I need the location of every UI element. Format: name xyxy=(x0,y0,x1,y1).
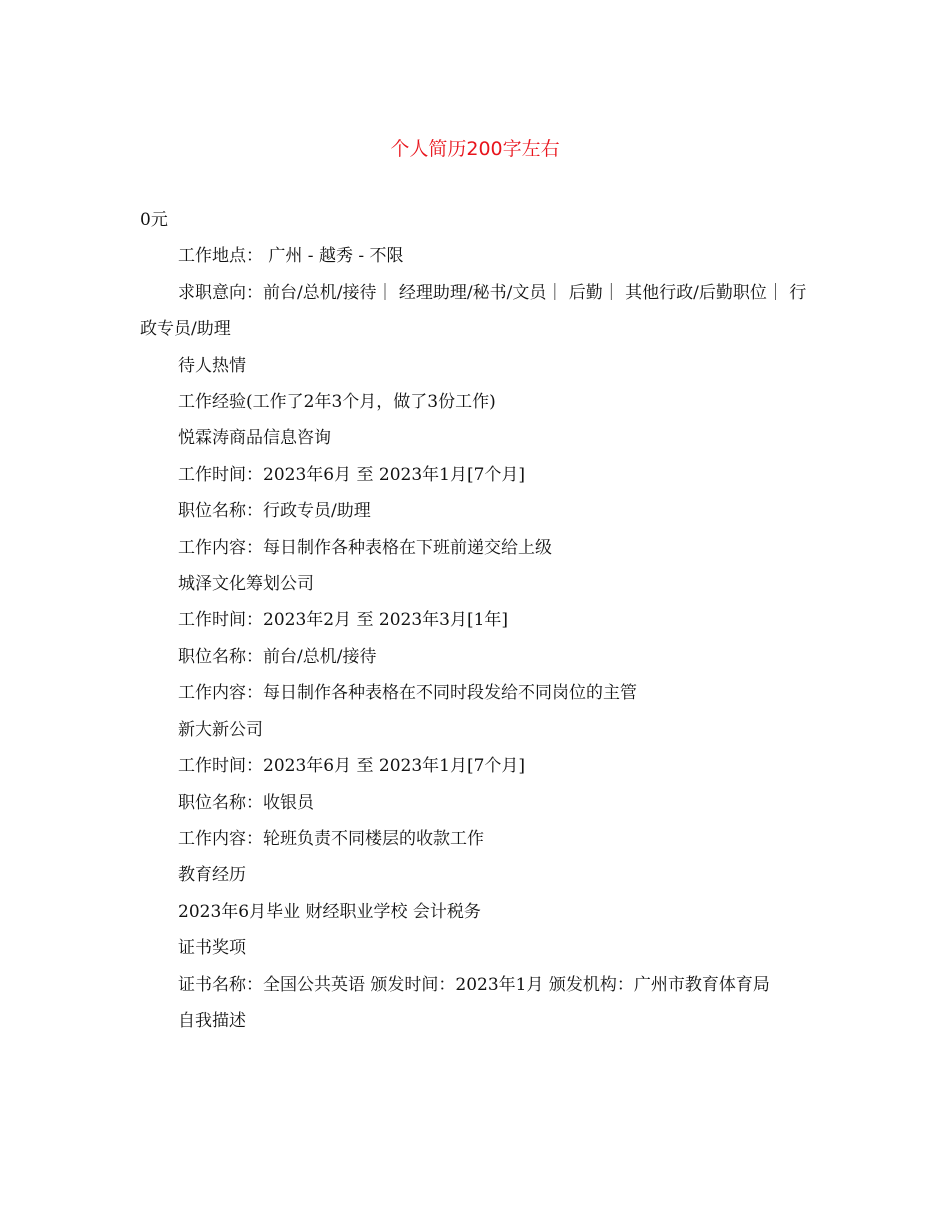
certificates-heading: 证书奖项 xyxy=(178,938,246,959)
certificate-entry: 证书名称：全国公共英语 颁发时间：2023年1月 颁发机构：广州市教育体育局 xyxy=(178,974,770,995)
job-title: 职位名称：行政专员/助理 xyxy=(178,501,371,522)
experience-heading: 工作经验(工作了2年3个月，做了3份工作) xyxy=(178,392,496,413)
job-title: 职位名称：前台/总机/接待 xyxy=(178,646,377,667)
document-title: 个人简历200字左右 xyxy=(390,138,560,160)
education-entry: 2023年6月毕业 财经职业学校 会计税务 xyxy=(178,901,481,922)
personality-line: 待人热情 xyxy=(178,355,246,376)
work-period: 工作时间：2023年6月 至 2023年1月[7个月] xyxy=(178,464,526,485)
job-content: 工作内容：每日制作各种表格在不同时段发给不同岗位的主管 xyxy=(178,683,637,704)
work-period: 工作时间：2023年2月 至 2023年3月[1年] xyxy=(178,610,509,631)
job-content: 工作内容：每日制作各种表格在下班前递交给上级 xyxy=(178,537,552,558)
job-content: 工作内容：轮班负责不同楼层的收款工作 xyxy=(178,828,484,849)
self-description-heading: 自我描述 xyxy=(178,1010,246,1031)
company-name: 城泽文化筹划公司 xyxy=(178,574,314,595)
company-name: 新大新公司 xyxy=(178,719,263,740)
salary-line: 0元 xyxy=(140,210,168,230)
job-title: 职位名称：收银员 xyxy=(178,792,314,813)
document-body xyxy=(140,202,808,1039)
work-period: 工作时间：2023年6月 至 2023年1月[7个月] xyxy=(178,756,526,777)
education-heading: 教育经历 xyxy=(178,865,246,886)
company-name: 悦霖涛商品信息咨询 xyxy=(178,428,331,449)
work-location: 工作地点： 广州 - 越秀 - 不限 xyxy=(178,246,404,267)
job-intention: 求职意向：前台/总机/接待｜ 经理助理/秘书/文员｜ 后勤｜ 其他行政/后勤职位｜ 行政专员/助理 xyxy=(140,282,807,340)
